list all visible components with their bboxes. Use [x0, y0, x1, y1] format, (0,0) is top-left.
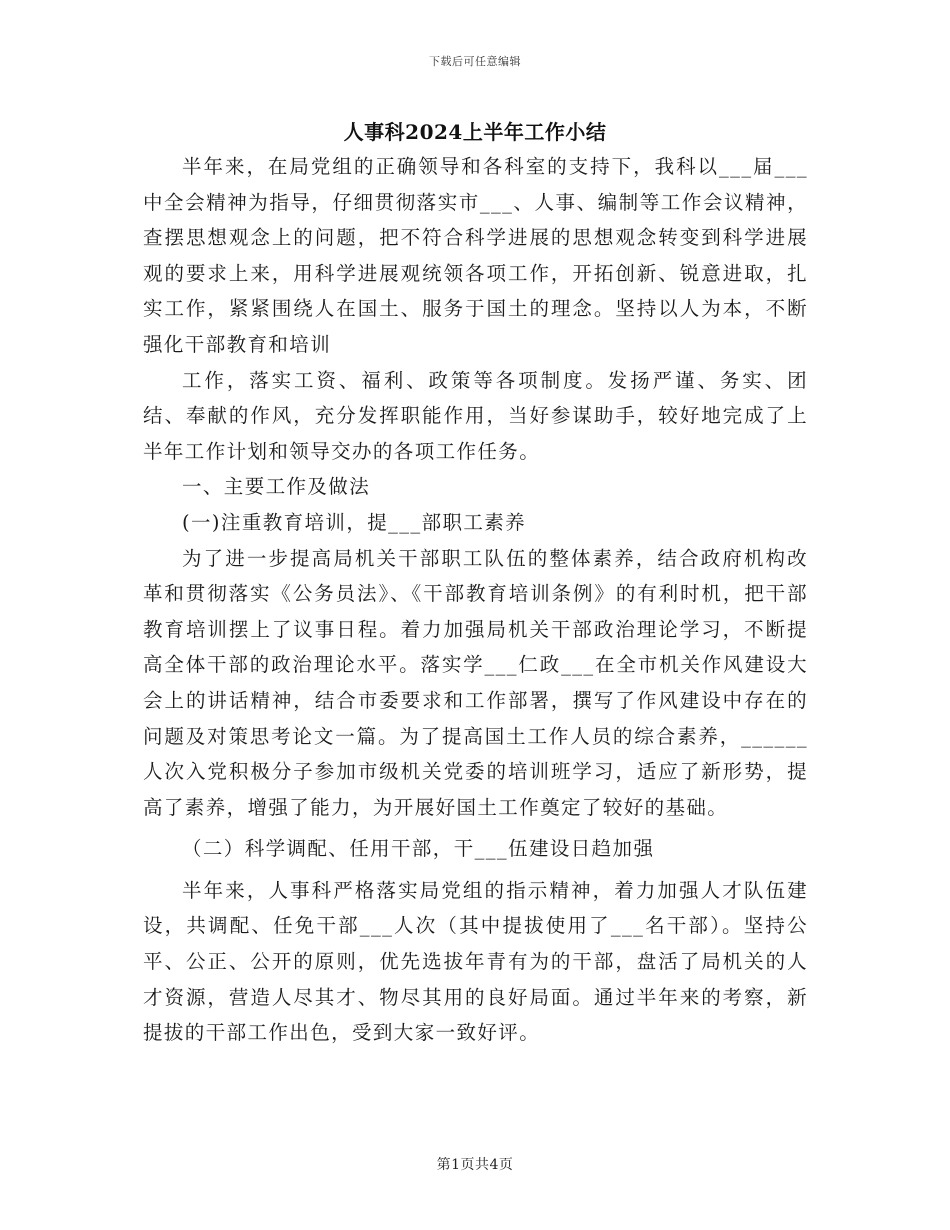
subsection-heading-cadre-allocation: （二）科学调配、任用干部，干___伍建设日趋加强: [182, 837, 655, 861]
paragraph-intro-continued: 工作，落实工资、福利、政策等各项制度。发扬严谨、务实、团结、奉献的作风，充分发挥职能作用，当好参谋助手，较好地完成了上半年工作计划和领导交办的各项工作任务。: [143, 368, 808, 463]
paragraph-cadre-allocation: 半年来，人事科严格落实局党组的指示精神，着力加强人才队伍建设，共调配、任免干部___人次（其中提拔使用了___名干部）。坚持公平、公正、公开的原则，优先选拔年青有为的干部，盘活了局机关的人才资源，营造人尽其才、物尽其用的良好局面。通过半年来的考察，新提拔的干部工作出色，受到大家一致好评。: [143, 878, 808, 1045]
paragraph-intro: 半年来，在局党组的正确领导和各科室的支持下，我科以___届___中全会精神为指导，仔细贯彻落实市___、人事、编制等工作会议精神，查摆思想观念上的问题，把不符合科学进展的思想观念转变到科学进展观的要求上来，用科学进展观统领各项工作，开拓创新、锐意进取，扎实工作，紧紧围绕人在国土、服务于国土的理念。坚持以人为本，不断强化干部教育和培训: [143, 155, 808, 356]
paragraph-education: 为了进一步提高局机关干部职工队伍的整体素养，结合政府机构改革和贯彻落实《公务员法》、《干部教育培训条例》的有利时机，把干部教育培训摆上了议事日程。着力加强局机关干部政治理论学习，不断提高全体干部的政治理论水平。落实学___仁政___在全市机关作风建设大会上的讲话精神，结合市委要求和工作部署，撰写了作风建设中存在的问题及对策思考论文一篇。为了提高国土工作人员的综合素养，______人次入党积极分子参加市级机关党委的培训班学习，适应了新形势，提高了素养，增强了能力，为开展好国土工作奠定了较好的基础。: [143, 546, 808, 819]
document-title: 人事科2024上半年工作小结: [343, 120, 607, 144]
page-number-footer: 第1页共4页: [436, 1157, 514, 1173]
section-heading-main-work: 一、主要工作及做法: [182, 475, 371, 499]
document-body: [143, 149, 808, 1051]
subsection-heading-education: (一)注重教育培训，提___部职工素养: [182, 510, 527, 534]
header-note: 下载后可任意编辑: [429, 55, 521, 68]
